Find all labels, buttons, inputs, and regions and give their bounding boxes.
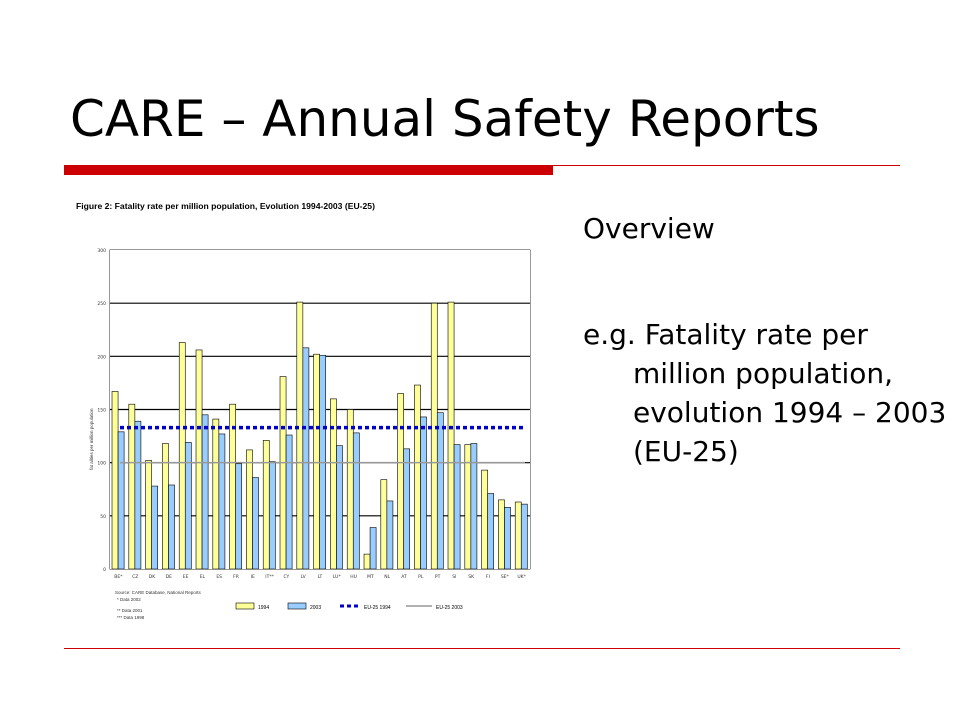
- x-tick-label: FI: [486, 575, 490, 580]
- bar-2003-EE: [185, 442, 191, 569]
- bar-1994-CY: [280, 377, 286, 569]
- x-tick-label: BE*: [114, 575, 123, 580]
- bar-2003-LU: [336, 446, 342, 569]
- source-notes: [115, 590, 202, 620]
- title-rule-accent: [64, 165, 553, 175]
- bar-1994-IT: [263, 440, 269, 569]
- chart-title: Figure 2: Fatality rate per million population, Evolution 1994-2003 (EU-25): [76, 201, 375, 211]
- bar-2003-DK: [152, 486, 158, 569]
- source-note: *** Data 1998: [117, 615, 145, 620]
- fatality-rate-chart: [60, 180, 550, 640]
- x-tick-label: CZ: [132, 575, 139, 580]
- x-tick-label: LU*: [332, 575, 341, 580]
- bar-1994-AT: [398, 394, 404, 569]
- bar-1994-ES: [213, 419, 219, 569]
- x-tick-label: IE: [250, 575, 255, 580]
- bar-1994-LT: [314, 354, 320, 569]
- source-note: ** Data 2001: [117, 608, 143, 613]
- bar-1994-LV: [297, 302, 303, 569]
- legend-label: EU-25 2003: [436, 605, 463, 611]
- bar-1994-UK: [515, 502, 521, 569]
- legend-label: EU-25 1994: [364, 605, 391, 611]
- chart-legend: [236, 603, 463, 611]
- bar-2003-CY: [286, 435, 292, 569]
- x-tick-label: AT: [401, 575, 407, 580]
- bar-2003-AT: [404, 449, 410, 569]
- bar-1994-FI: [482, 470, 488, 569]
- bar-2003-EL: [202, 415, 208, 569]
- bar-2003-CZ: [135, 421, 141, 569]
- y-tick-label: 300: [97, 249, 106, 254]
- bar-1994-DK: [146, 461, 152, 569]
- bar-1994-IE: [246, 450, 252, 569]
- bar-2003-PL: [420, 417, 426, 569]
- slide-title: CARE – Annual Safety Reports: [70, 90, 820, 148]
- bar-2003-FR: [236, 464, 242, 569]
- x-tick-label: SI: [452, 575, 457, 580]
- bar-1994-PL: [414, 385, 420, 569]
- footer-rule: [64, 648, 900, 649]
- y-axis-label: fat alities per million population: [89, 408, 94, 470]
- bar-2003-ES: [219, 434, 225, 569]
- bar-2003-IE: [252, 478, 258, 569]
- bar-1994-LU: [330, 399, 336, 569]
- bar-2003-NL: [387, 501, 393, 569]
- x-tick-label: EE: [182, 575, 189, 580]
- x-tick-labels: [114, 574, 526, 580]
- source-note: Source: CARE Database, National Reports: [115, 590, 201, 595]
- x-tick-label: IT**: [265, 575, 274, 580]
- x-tick-label: DE: [165, 575, 172, 580]
- bar-1994-SE: [498, 500, 504, 569]
- title-rule-thin: [553, 165, 900, 166]
- x-tick-label: FR: [233, 575, 239, 580]
- y-tick-label: 0: [103, 568, 106, 573]
- bar-1994-SI: [448, 302, 454, 569]
- legend-label: 2003: [310, 605, 322, 611]
- y-tick-labels: [97, 248, 106, 573]
- y-tick-label: 100: [97, 461, 106, 467]
- x-tick-label: PL: [418, 575, 424, 580]
- bar-2003-HU: [353, 433, 359, 569]
- x-tick-label: NL: [384, 575, 391, 580]
- x-tick-label: CY: [283, 575, 290, 580]
- x-tick-label: DK: [148, 575, 156, 580]
- bar-2003-FI: [488, 494, 494, 569]
- source-note: * Data 2002: [117, 597, 141, 602]
- x-tick-label: MT: [367, 575, 374, 580]
- bar-2003-BE: [118, 432, 124, 569]
- x-tick-label: HU: [350, 575, 357, 580]
- bar-1994-EE: [179, 343, 185, 569]
- bar-2003-IT: [269, 462, 275, 569]
- bar-1994-NL: [381, 480, 387, 569]
- x-tick-label: SK: [468, 575, 475, 580]
- legend-label: 1994: [258, 605, 270, 611]
- bar-2003-LV: [303, 348, 309, 569]
- description-text: e.g. Fatality rate per million population, evolution 1994 – 2003 (EU-25): [583, 318, 947, 468]
- x-tick-label: UK*: [517, 575, 526, 580]
- bar-2003-PT: [437, 413, 443, 569]
- bar-2003-MT: [370, 528, 376, 569]
- y-tick-label: 50: [100, 514, 106, 520]
- bar-1994-MT: [364, 554, 370, 569]
- x-tick-label: SE*: [500, 575, 509, 580]
- x-tick-label: ES: [216, 575, 223, 580]
- bar-1994-EL: [196, 350, 202, 569]
- y-tick-label: 250: [97, 302, 106, 308]
- x-tick-label: LV: [300, 575, 306, 580]
- x-tick-label: PT: [434, 575, 441, 580]
- bar-1994-PT: [431, 303, 437, 569]
- legend-swatch-2003: [288, 603, 306, 609]
- overview-text: Overview: [583, 212, 715, 245]
- legend-swatch-1994: [236, 603, 254, 609]
- bar-1994-HU: [347, 410, 353, 570]
- y-tick-label: 200: [97, 355, 106, 361]
- bar-2003-UK: [521, 504, 527, 569]
- bar-1994-BE: [112, 391, 118, 569]
- x-tick-label: LT: [317, 575, 323, 580]
- x-tick-label: EL: [199, 575, 206, 580]
- bar-2003-SE: [504, 507, 510, 569]
- y-tick-label: 150: [97, 408, 106, 414]
- bar-2003-DE: [168, 485, 174, 569]
